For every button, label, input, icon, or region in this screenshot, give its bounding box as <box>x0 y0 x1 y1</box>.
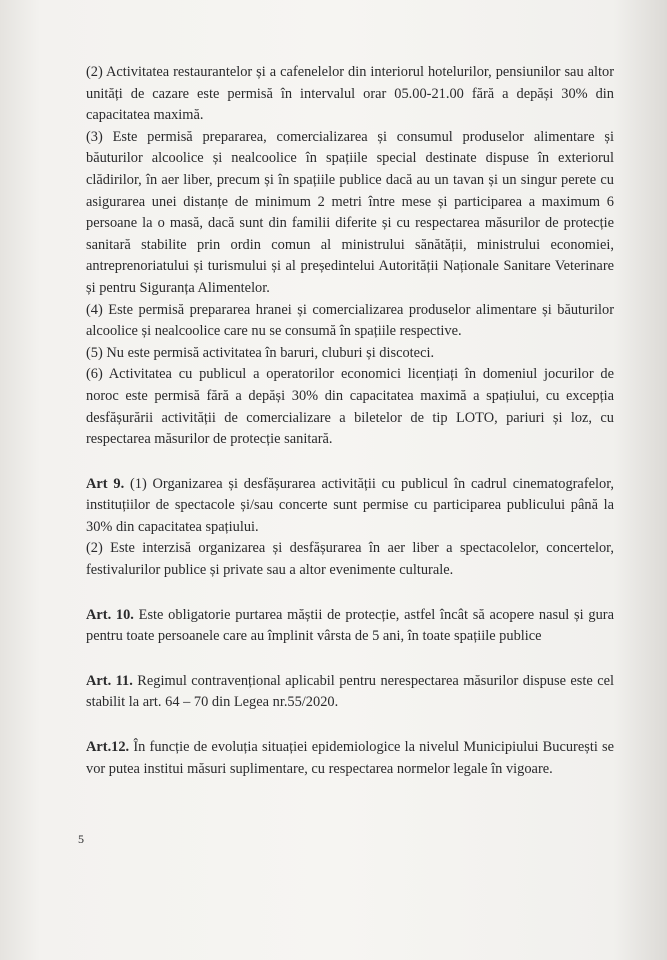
spacer <box>86 451 614 474</box>
art12-paragraph <box>86 737 614 780</box>
art9-paragraph-2: (2) Este interzisă organizarea și desfășurarea în aer liber a spectacolelor, concertelor, festivalurilor publice și private sau a altor evenimente culturale. <box>86 540 614 579</box>
art12-text: În funcție de evoluția situației epidemiologice la nivelul Municipiului București se vor putea institui măsuri suplimentare, cu respectarea normelor legale în vigoare. <box>86 739 614 777</box>
page-number: 5 <box>78 832 84 846</box>
art11-label: Art. 11. <box>86 672 133 689</box>
art9-paragraph-1-text: (1) Organizarea și desfășurarea activității cu publicul în cadrul cinematografelor, instituțiilor de spectacole și/sau concerte sunt permise cu participarea publicului până la 30% din capacitatea spațiului. <box>86 475 615 535</box>
art8-paragraph-4: (4) Este permisă prepararea hranei și comercializarea produselor alimentare și băuturilor alcoolice și nealcoolice care nu se consumă în spațiile respective. <box>86 301 614 340</box>
art9-paragraph-1 <box>86 474 614 539</box>
art9-label: Art 9. <box>86 475 125 492</box>
art10-label: Art. 10. <box>86 606 134 623</box>
art10-text: Este obligatorie purtarea măștii de protecție, astfel încât să acopere nasul și gura pentru toate persoanele care au împlinit vârsta de 5 ani, în toate spațiile publice <box>86 606 614 645</box>
art8-paragraph-5: (5) Nu este permisă activitatea în baruri, cluburi și discoteci. <box>86 344 435 361</box>
art10-paragraph <box>86 605 614 648</box>
art11-text: Regimul contravențional aplicabil pentru nerespectarea măsurilor dispuse este cel stabilit la art. 64 – 70 din Legea nr.55/2020. <box>86 672 615 711</box>
art8-paragraph-6: (6) Activitatea cu publicul a operatorilor economici licențiați în domeniul jocurilor de noroc este permisă fără a depăși 30% din capacitatea maximă a spațiului, cu excepția desfășurării activității de comercializare a biletelor de tip LOTO, pariuri și loz, cu respectarea măsurilor de protecție sanitară. <box>86 366 614 448</box>
spacer <box>86 582 614 605</box>
document-body <box>86 62 614 780</box>
art11-paragraph <box>86 671 614 714</box>
art12-label: Art.12. <box>86 739 130 756</box>
spacer <box>86 714 614 737</box>
art8-paragraph-3: (3) Este permisă prepararea, comercializarea și consumul produselor alimentare și băuturilor alcoolice și nealcoolice în spațiile special destinate dispuse în exteriorul clădirilor, în aer liber, precum și în spațiile publice dacă au un tavan și un singur perete cu asigurarea unei distanțe de minimum 2 metri între mese și participarea a maximum 6 persoane la o masă, dacă sunt din familii diferite și cu respectarea măsurilor de protecție sanitară stabilite prin ordin comun al ministrului sănătății, ministrului economiei, antreprenoriatului și turismului și al președintelui Autorității Naționale Sanitare Veterinare și pentru Siguranța Alimentelor. <box>86 128 614 296</box>
spacer <box>86 648 614 671</box>
art8-paragraph-2: (2) Activitatea restaurantelor și a cafenelelor din interiorul hotelurilor, pensiunilor sau altor unități de cazare este permisă în intervalul orar 05.00-21.00 fără a depăși 30% din capacitatea maximă. <box>86 64 614 124</box>
